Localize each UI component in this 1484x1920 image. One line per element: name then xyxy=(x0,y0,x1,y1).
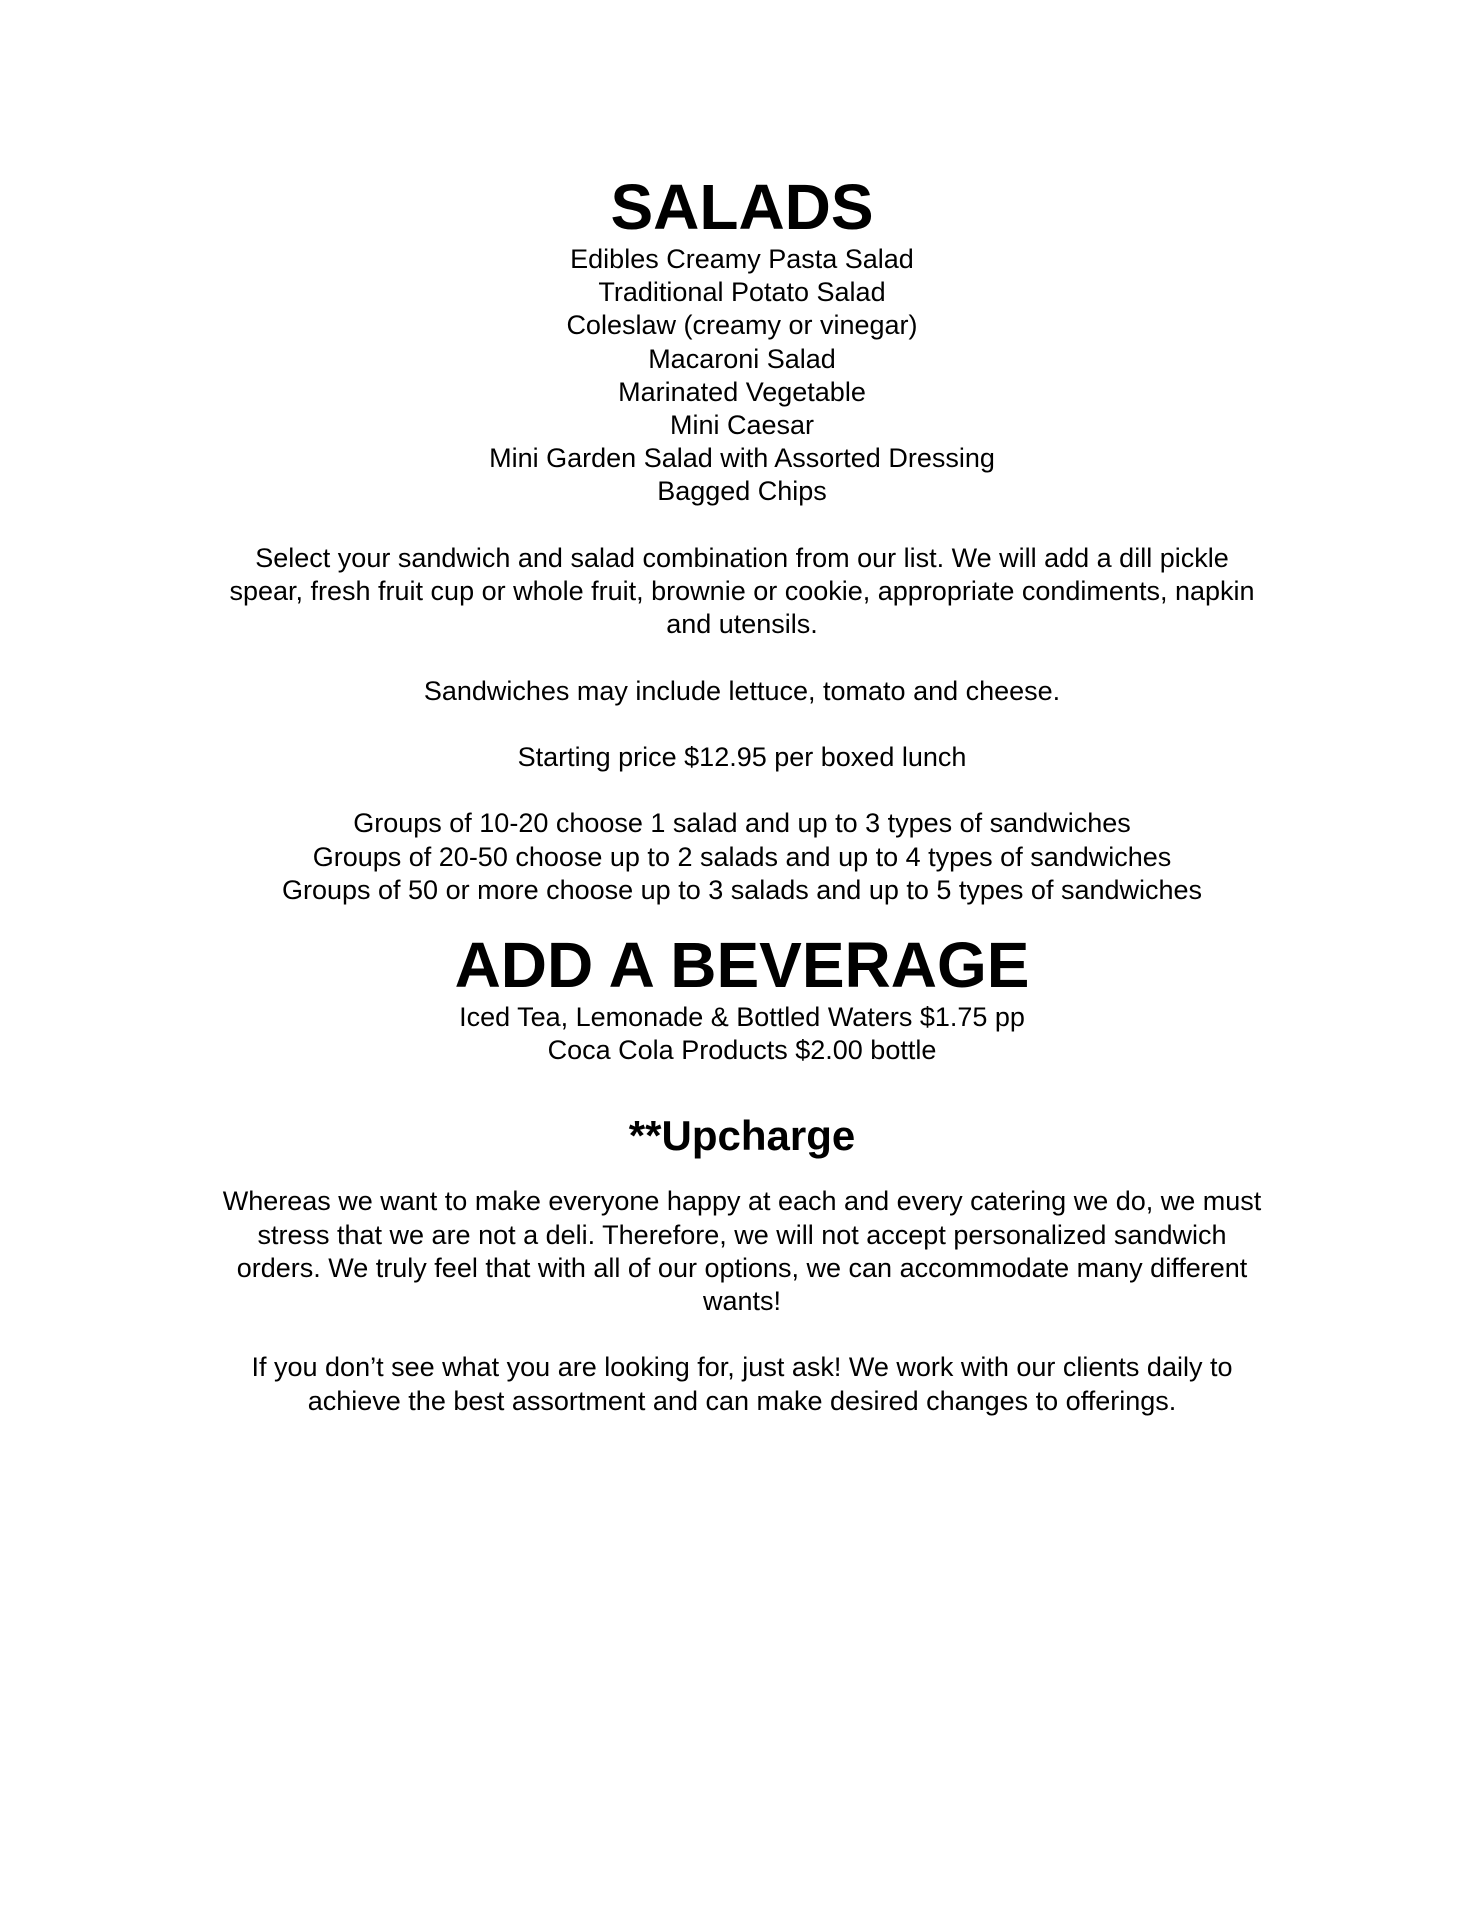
selection-instructions xyxy=(0,542,1484,642)
closing-line: If you don’t see what you are looking for, just ask! We work with our clients daily to xyxy=(251,1352,1233,1383)
starting-price: Starting price $12.95 per boxed lunch xyxy=(517,742,967,772)
salad-item: Mini Caesar xyxy=(669,410,815,441)
spacer xyxy=(0,1318,1484,1351)
beverage-item: Iced Tea, Lemonade & Bottled Waters $1.75 pp xyxy=(459,1002,1025,1032)
salad-item: Marinated Vegetable xyxy=(618,376,866,407)
beverage-heading: ADD A BEVERAGE xyxy=(454,929,1030,1001)
spacer xyxy=(0,774,1484,807)
spacer xyxy=(0,641,1484,674)
spacer xyxy=(0,907,1484,929)
beverage-item: Coca Cola Products $2.00 bottle xyxy=(547,1035,937,1066)
group-option-line: Groups of 10-20 choose 1 salad and up to 3 types of sandwiches xyxy=(353,808,1131,839)
salads-list xyxy=(0,243,1484,509)
instruction-line: and utensils. xyxy=(666,609,818,640)
upcharge-heading: **Upcharge xyxy=(628,1112,856,1160)
salad-item: Traditional Potato Salad xyxy=(598,277,886,308)
spacer xyxy=(0,509,1484,542)
group-options xyxy=(0,807,1484,907)
salad-item: Edibles Creamy Pasta Salad xyxy=(570,244,914,274)
salad-item: Macaroni Salad xyxy=(648,343,836,374)
policy-line: Whereas we want to make everyone happy at each and every catering we do, we must xyxy=(222,1186,1262,1217)
spacer xyxy=(0,1161,1484,1185)
spacer xyxy=(0,1067,1484,1111)
salad-item: Bagged Chips xyxy=(657,476,827,507)
policy-line: orders. We truly feel that with all of our options, we can accommodate many different xyxy=(236,1252,1248,1283)
policy-line: wants! xyxy=(702,1286,782,1317)
salad-item: Mini Garden Salad with Assorted Dressing xyxy=(489,443,995,474)
instruction-line: spear, fresh fruit cup or whole fruit, brownie or cookie, appropriate condiments, napkin xyxy=(229,576,1255,607)
closing-note xyxy=(0,1351,1484,1417)
group-option-line: Groups of 20-50 choose up to 2 salads and up to 4 types of sandwiches xyxy=(312,841,1172,872)
beverage-list xyxy=(0,1001,1484,1067)
closing-line: achieve the best assortment and can make desired changes to offerings. xyxy=(307,1385,1177,1416)
group-option-line: Groups of 50 or more choose up to 3 salads and up to 5 types of sandwiches xyxy=(281,874,1203,905)
policy-line: stress that we are not a deli. Therefore, we will not accept personalized sandwich xyxy=(257,1219,1227,1250)
upcharge-policy xyxy=(0,1185,1484,1318)
instruction-line: Select your sandwich and salad combination from our list. We will add a dill pickle xyxy=(255,542,1229,573)
salad-item: Coleslaw (creamy or vinegar) xyxy=(566,310,918,341)
salads-heading: SALADS xyxy=(610,171,874,243)
spacer xyxy=(0,708,1484,741)
sandwich-note: Sandwiches may include lettuce, tomato and cheese. xyxy=(423,675,1061,706)
